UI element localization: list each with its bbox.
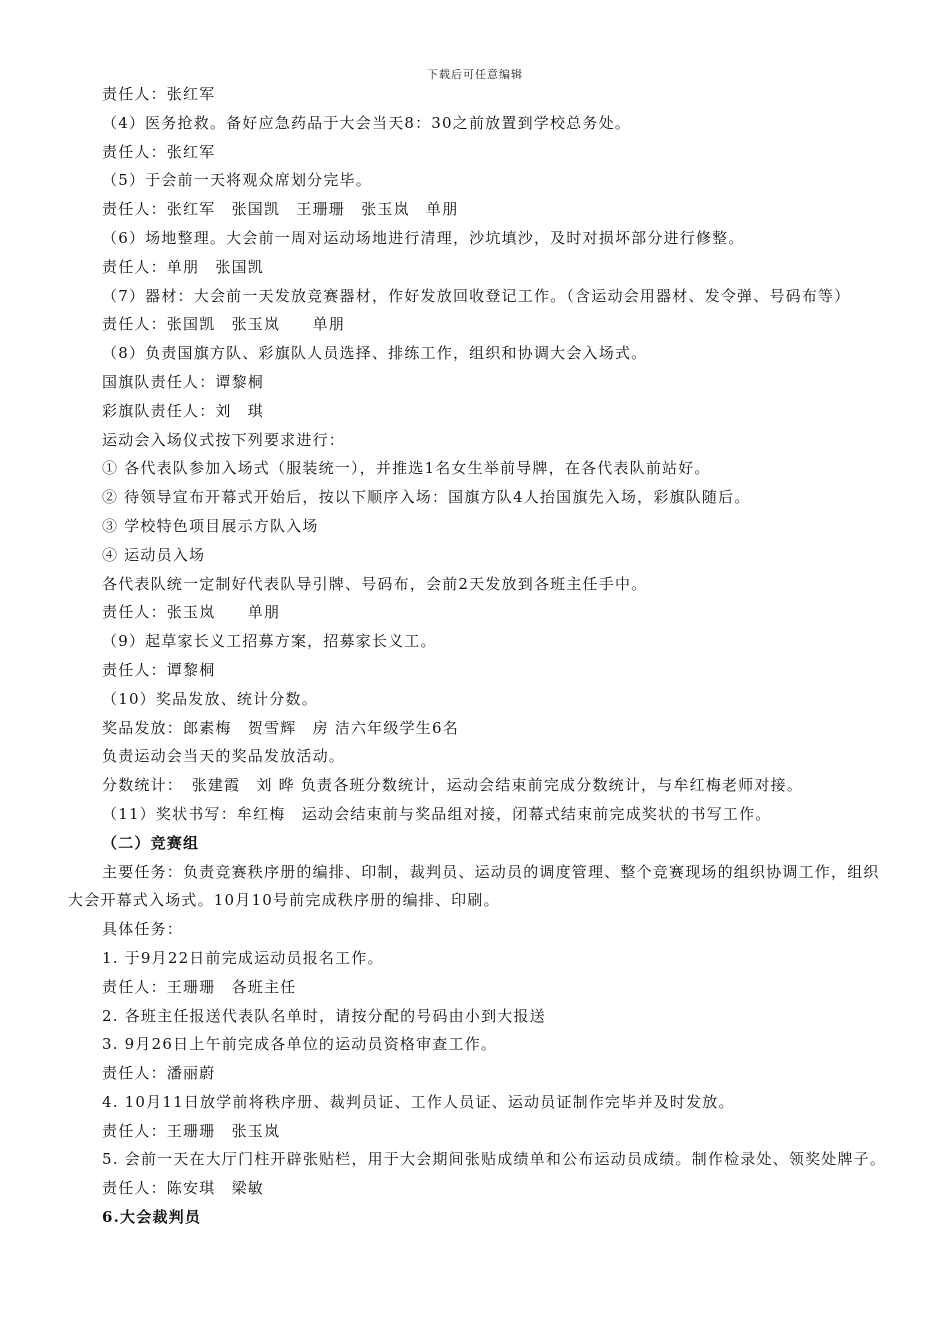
responsible-person-line: 责任人：单朋 张国凯 xyxy=(102,257,265,276)
responsible-person-line: 责任人：潘丽蔚 xyxy=(102,1064,216,1083)
responsible-person-line: 责任人：张国凯 张玉岚 单朋 xyxy=(102,315,346,334)
responsible-person-line: 责任人：张玉岚 单朋 xyxy=(102,603,281,622)
flag-team-responsible: 国旗队责任人：谭黎桐 xyxy=(102,372,265,391)
main-task-paragraph: 主要任务：负责竞赛秩序册的编排、印制，裁判员、运动员的调度管理、整个竞赛现场的组织协调工作，组织大会开幕式入场式。10月10号前完成秩序册的编排、印刷。 xyxy=(68,862,880,910)
specific-tasks-label: 具体任务： xyxy=(102,920,184,939)
competition-task-5: 5. 会前一天在大厅门柱开辟张贴栏，用于大会期间张贴成绩单和公布运动员成绩。制作检录处、领奖处牌子。 xyxy=(102,1150,887,1169)
task-item-7: （7）器材：大会前一天发放竞赛器材，作好发放回收登记工作。（含运动会用器材、发令弹、号码布等） xyxy=(102,286,851,305)
competition-task-2: 2. 各班主任报送代表队名单时，请按分配的号码由小到大报送 xyxy=(102,1006,546,1025)
task-item-5: （5）于会前一天将观众席划分完毕。 xyxy=(102,171,372,190)
competition-task-4: 4. 10月11日放学前将秩序册、裁判员证、工作人员证、运动员证制作完毕并及时发放。 xyxy=(102,1092,735,1111)
page-header-watermark: 下载后可任意编辑 xyxy=(427,68,523,81)
guide-board-note: 各代表队统一定制好代表队导引牌、号码布，会前2天发放到各班主任手中。 xyxy=(102,574,648,593)
entrance-ceremony-intro: 运动会入场仪式按下列要求进行： xyxy=(102,430,346,449)
entrance-step-3: ③ 学校特色项目展示方队入场 xyxy=(102,516,319,535)
section-heading-competition-group: （二）竞赛组 xyxy=(102,833,200,852)
responsible-person-line: 责任人：张红军 xyxy=(102,142,216,161)
entrance-step-4: ④ 运动员入场 xyxy=(102,545,206,564)
color-flag-team-responsible: 彩旗队责任人：刘 琪 xyxy=(102,401,265,420)
responsible-person-line: 责任人：王珊珊 张玉岚 xyxy=(102,1121,281,1140)
document-body xyxy=(68,80,890,1232)
task-item-10: （10）奖品发放、统计分数。 xyxy=(102,689,318,708)
task-item-9: （9）起草家长义工招募方案，招募家长义工。 xyxy=(102,632,437,651)
responsible-person-line: 责任人：陈安琪 梁敏 xyxy=(102,1179,265,1198)
entrance-step-1: ① 各代表队参加入场式（服装统一），并推选1名女生举前导牌，在各代表队前站好。 xyxy=(102,459,711,478)
task-item-11: （11）奖状书写：牟红梅 运动会结束前与奖品组对接，闭幕式结束前完成奖状的书写工作。 xyxy=(102,804,772,823)
competition-task-1: 1. 于9月22日前完成运动员报名工作。 xyxy=(102,948,384,967)
task-item-6: （6）场地整理。大会前一周对运动场地进行清理，沙坑填沙，及时对损坏部分进行修整。 xyxy=(102,228,745,247)
prize-distribution-note: 负责运动会当天的奖品发放活动。 xyxy=(102,747,346,766)
prize-distribution-line: 奖品发放：郎素梅 贺雪辉 房 洁六年级学生6名 xyxy=(102,718,459,737)
responsible-person-line: 责任人：王珊珊 各班主任 xyxy=(102,977,297,996)
task-item-4: （4）医务抢救。备好应急药品于大会当天8：30之前放置到学校总务处。 xyxy=(102,113,631,132)
entrance-step-2: ② 待领导宣布开幕式开始后，按以下顺序入场：国旗方队4人抬国旗先入场，彩旗队随后。 xyxy=(102,488,751,507)
responsible-person-line: 责任人：张红军 xyxy=(102,85,216,103)
responsible-person-line: 责任人：张红军 张国凯 王珊珊 张玉岚 单朋 xyxy=(102,200,459,219)
task-item-8: （8）负责国旗方队、彩旗队人员选择、排练工作，组织和协调大会入场式。 xyxy=(102,344,648,363)
competition-task-3: 3. 9月26日上午前完成各单位的运动员资格审查工作。 xyxy=(102,1035,498,1054)
responsible-person-line: 责任人：谭黎桐 xyxy=(102,660,216,679)
section-heading-referees: 6.大会裁判员 xyxy=(102,1208,202,1227)
score-statistics-line: 分数统计： 张建霞 刘 晔 负责各班分数统计，运动会结束前完成分数统计，与牟红梅老师对接。 xyxy=(102,776,804,795)
